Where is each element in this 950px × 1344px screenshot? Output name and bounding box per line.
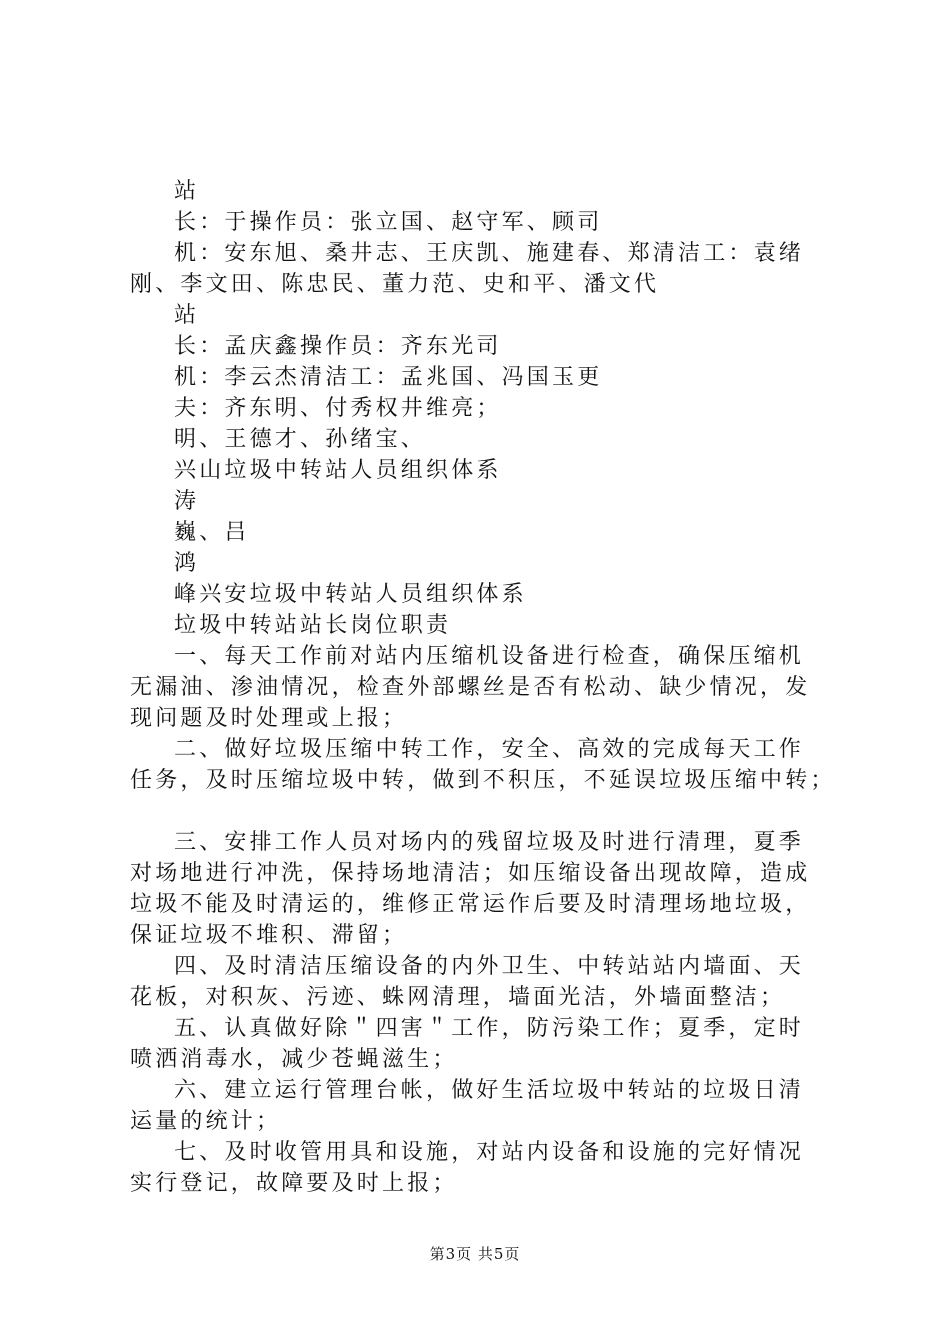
paragraph-line: 三、安排工作人员对场内的残留垃圾及时进行清理，夏季	[174, 830, 805, 855]
text-line: 机：安东旭、桑井志、王庆凯、施建春、郑清洁工：袁绪	[174, 241, 805, 266]
text-line: 机：李云杰清洁工：孟兆国、冯国玉更	[174, 365, 603, 390]
text-line: 明、王德才、孙绪宝、	[174, 427, 427, 452]
paragraph-line: 二、做好垃圾压缩中转工作，安全、高效的完成每天工作	[174, 737, 805, 762]
paragraph-line: 垃圾不能及时清运的，维修正常运作后要及时清理场地垃圾，	[130, 892, 811, 917]
paragraph-line: 运量的统计；	[130, 1109, 282, 1134]
paragraph-line: 四、及时清洁压缩设备的内外卫生、中转站站内墙面、天	[174, 954, 805, 979]
text-line: 鸿	[174, 551, 200, 576]
text-line: 长：于操作员：张立国、赵守军、顾司	[174, 210, 603, 235]
paragraph-line: 对场地进行冲洗，保持场地清洁；如压缩设备出现故障，造成	[130, 861, 811, 886]
paragraph-line: 五、认真做好除＂四害＂工作，防污染工作；夏季，定时	[174, 1016, 805, 1041]
paragraph-line: 任务，及时压缩垃圾中转，做到不积压，不延误垃圾压缩中转；	[130, 768, 836, 793]
text-line: 站	[174, 303, 200, 328]
page-footer	[0, 1244, 950, 1264]
text-line: 夫：齐东明、付秀权井维亮；	[174, 396, 502, 421]
text-line: 涛	[174, 489, 200, 514]
section-heading: 峰兴安垃圾中转站人员组织体系	[174, 582, 527, 607]
document-body	[130, 176, 836, 1199]
text-line: 刚、李文田、陈忠民、董力范、史和平、潘文代	[130, 272, 660, 297]
blank-line	[130, 796, 830, 827]
paragraph-line: 六、建立运行管理台帐，做好生活垃圾中转站的垃圾日清	[174, 1078, 805, 1103]
page-number-label: 第3页 共5页	[429, 1245, 521, 1263]
paragraph-line: 七、及时收管用具和设施，对站内设备和设施的完好情况	[174, 1140, 805, 1165]
paragraph-line: 无漏油、渗油情况，检查外部螺丝是否有松动、缺少情况，发	[130, 675, 811, 700]
paragraph-line: 花板，对积灰、污迹、蛛网清理，墙面光洁，外墙面整洁；	[130, 985, 786, 1010]
section-heading: 兴山垃圾中转站人员组织体系	[174, 458, 502, 483]
paragraph-line: 一、每天工作前对站内压缩机设备进行检查，确保压缩机	[174, 644, 805, 669]
paragraph-line: 喷洒消毒水，减少苍蝇滋生；	[130, 1047, 458, 1072]
text-line: 长：孟庆鑫操作员：齐东光司	[174, 334, 502, 359]
paragraph-line: 保证垃圾不堆积、滞留；	[130, 923, 408, 948]
text-line: 站	[174, 179, 200, 204]
paragraph-line: 现问题及时处理或上报；	[130, 706, 408, 731]
section-heading: 垃圾中转站站长岗位职责	[174, 613, 452, 638]
paragraph-line: 实行登记，故障要及时上报；	[130, 1171, 458, 1196]
text-line: 巍、吕	[174, 520, 250, 545]
